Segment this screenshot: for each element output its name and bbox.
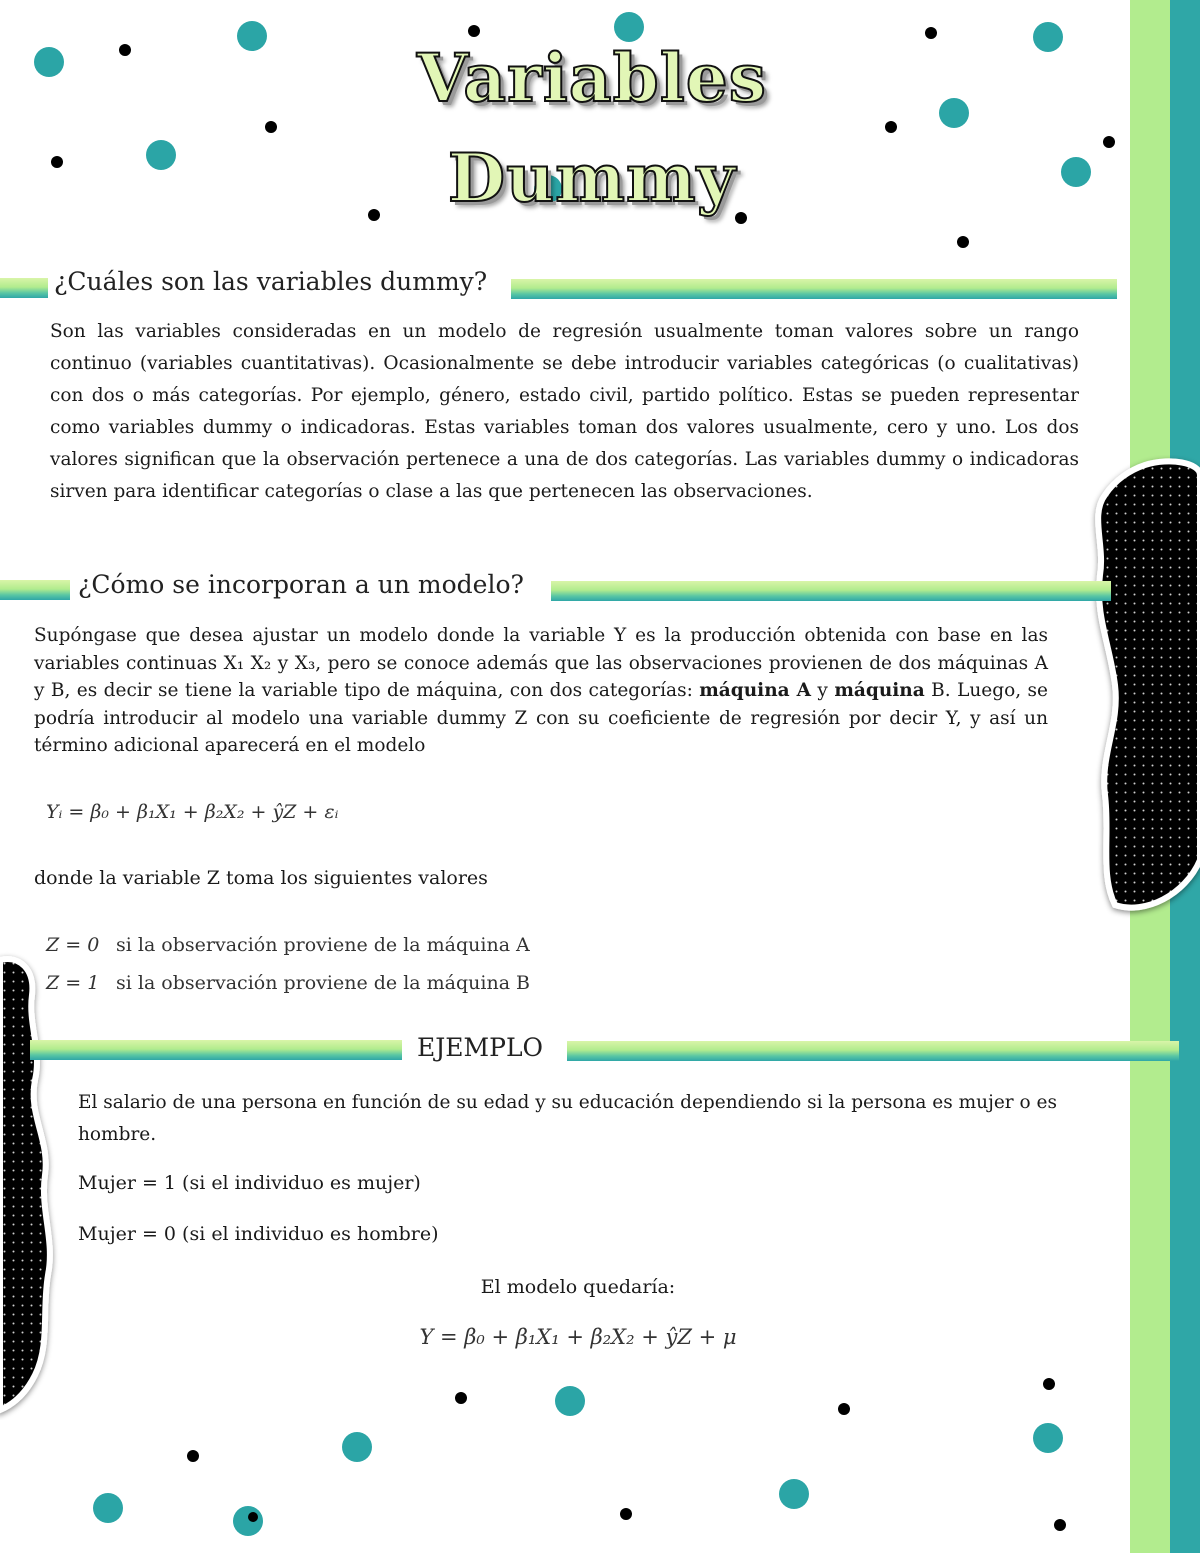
black-dot <box>368 209 380 221</box>
model-label: El modelo quedaría: <box>480 1276 676 1298</box>
bold-term: máquina <box>834 680 925 701</box>
decorative-ink-blob-right <box>1085 455 1200 925</box>
teal-dot <box>1061 157 1091 187</box>
heading-bar-right <box>511 279 1117 299</box>
black-dot <box>838 1403 850 1415</box>
case-text: si la observación proviene de la máquina B <box>116 972 531 994</box>
teal-dot <box>939 98 969 128</box>
teal-dot <box>233 1506 263 1536</box>
donde-text: donde la variable Z toma los siguientes valores <box>34 867 488 889</box>
black-dot <box>51 156 63 168</box>
black-dot <box>1103 136 1115 148</box>
black-dot <box>925 27 937 39</box>
example-formula: Y = β₀ + β₁X₁ + β₂X₂ + ŷZ + μ <box>419 1325 737 1349</box>
heading-bar-left <box>30 1040 402 1060</box>
teal-dot <box>342 1432 372 1462</box>
section-heading: EJEMPLO <box>417 1033 544 1062</box>
mujer-zero-line: Mujer = 0 (si el individuo es hombre) <box>78 1223 439 1245</box>
teal-dot <box>779 1479 809 1509</box>
heading-bar-left <box>0 278 48 298</box>
section-paragraph <box>34 622 1048 760</box>
paragraph-text: y <box>811 680 835 701</box>
teal-dot <box>555 1386 585 1416</box>
black-dot <box>119 44 131 56</box>
case-row <box>46 972 530 994</box>
teal-dot <box>93 1493 123 1523</box>
black-dot <box>248 1512 258 1522</box>
black-dot <box>620 1508 632 1520</box>
teal-dot <box>1033 1423 1063 1453</box>
mujer-one-line: Mujer = 1 (si el individuo es mujer) <box>78 1172 421 1194</box>
heading-bar-right <box>551 581 1111 601</box>
case-row <box>46 934 530 956</box>
example-paragraph: El salario de una persona en función de su edad y su educación dependiendo si la persona es mujer o es hombre. <box>78 1092 1057 1145</box>
teal-dot <box>1033 22 1063 52</box>
page-title: Variables Dummy <box>417 39 767 217</box>
black-dot <box>1043 1378 1055 1390</box>
black-dot <box>455 1392 467 1404</box>
paragraph-text: Supóngase que desea ajustar un modelo donde la variable Y es la producción obtenida con base en las variables continuas X₁ X₂ y X₃, pero se conoce además que las observaciones provienen de dos máquinas A y B, es decir se tiene la variable tipo de máquina, con dos categorías: <box>34 625 1048 701</box>
section-heading: ¿Cómo se incorporan a un modelo? <box>78 570 524 599</box>
decorative-ink-blob-left <box>0 950 70 1420</box>
bold-term: máquina A <box>699 680 811 701</box>
black-dot <box>735 212 747 224</box>
heading-bar-right <box>567 1041 1179 1061</box>
teal-dot <box>34 47 64 77</box>
case-lhs: Z = 0 <box>46 934 100 956</box>
black-dot <box>187 1450 199 1462</box>
black-dot <box>957 236 969 248</box>
case-lhs: Z = 1 <box>46 972 100 994</box>
section-heading: ¿Cuáles son las variables dummy? <box>54 267 488 296</box>
paragraph-text: B. Luego, se podría introducir al modelo una variable dummy Z con su coeficiente de regresión por decir Y, y así un término adicional aparecerá en el modelo <box>34 680 1048 756</box>
heading-bar-left <box>0 580 70 600</box>
black-dot <box>1054 1519 1066 1531</box>
case-text: si la observación proviene de la máquina A <box>116 934 530 956</box>
section-paragraph: Son las variables consideradas en un modelo de regresión usualmente toman valores sobre un rango continuo (variables cuantitativas). Ocasionalmente se debe introducir variables categóricas (o cualitativas) con dos o más categorías. Por ejemplo, género, estado civil, partido político. Estas se pueden representar como variables dummy o indicadoras. Estas variables toman dos valores usualmente, cero y uno. Los dos valores significan que la observación pertenece a una de dos categorías. Las variables dummy o indicadoras sirven para identificar categorías o clase a las que pertenecen las observaciones. <box>50 321 1079 502</box>
teal-dot <box>146 140 176 170</box>
model-formula: Yᵢ = β₀ + β₁X₁ + β₂X₂ + ŷZ + εᵢ <box>46 801 339 823</box>
